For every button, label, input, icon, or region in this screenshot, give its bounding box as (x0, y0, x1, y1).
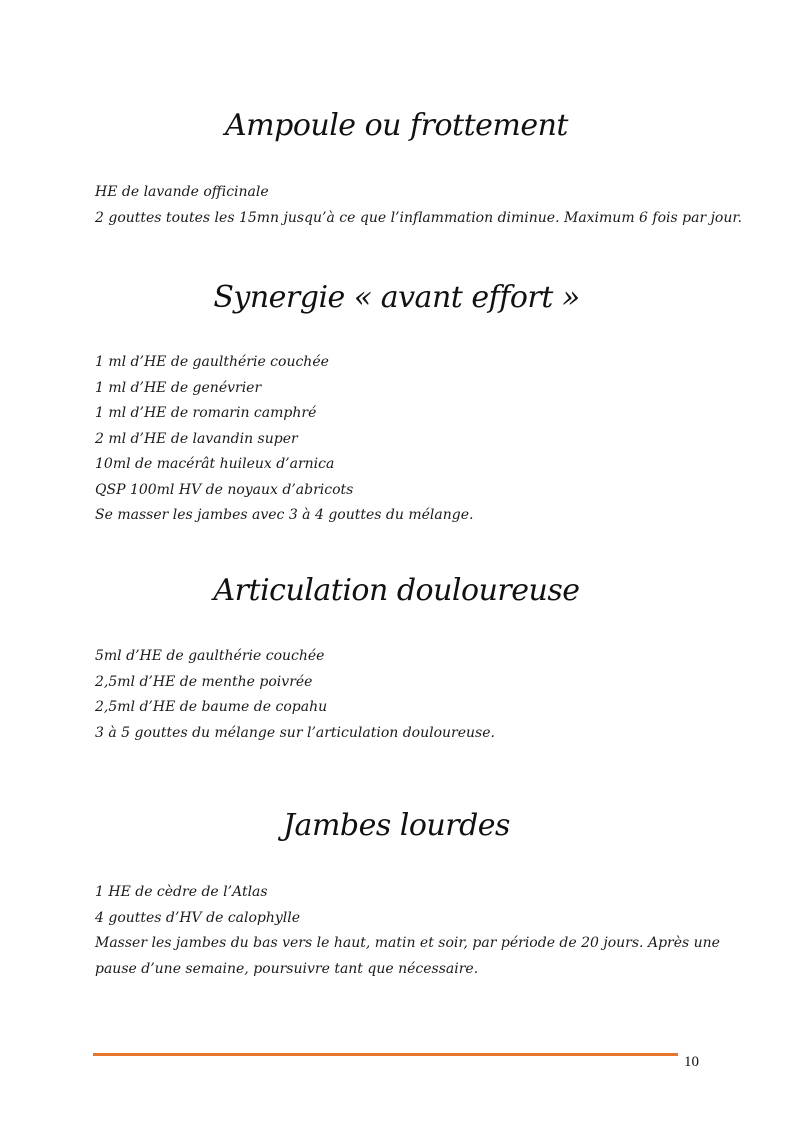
section-title-articulation: Articulation douloureuse (213, 573, 580, 608)
text-line: HE de lavande officinale (95, 184, 269, 200)
text-line: 3 à 5 gouttes du mélange sur l’articulation douloureuse. (95, 724, 495, 741)
text-line: 1 ml d’HE de romarin camphré (95, 405, 317, 421)
section-body-articulation (95, 644, 715, 746)
text-line: 5ml d’HE de gaulthérie couchée (95, 648, 325, 664)
footer-rule (93, 1053, 678, 1056)
text-line: 10ml de macérât huileux d’arnica (95, 456, 335, 472)
section-title-ampoule: Ampoule ou frottement (225, 108, 568, 143)
text-line: 2 gouttes toutes les 15mn jusqu’à ce que l’inflammation diminue. Maximum 6 fois par jour. (95, 209, 742, 226)
text-line: Masser les jambes du bas vers le haut, matin et soir, par période de 20 jours. Après une (95, 935, 720, 951)
text-line: 4 gouttes d’HV de calophylle (95, 909, 301, 926)
text-line: 2,5ml d’HE de baume de copahu (95, 699, 328, 715)
section-body-synergie (95, 350, 715, 529)
text-line: 1 HE de cèdre de l’Atlas (95, 884, 268, 900)
section-title-synergie: Synergie « avant effort » (213, 280, 580, 315)
section-title-jambes: Jambes lourdes (283, 808, 510, 843)
text-line: 1 ml d’HE de gaulthérie couchée (95, 354, 329, 370)
section-body-jambes (95, 880, 720, 982)
text-line: 1 ml d’HE de genévrier (95, 379, 262, 396)
text-line: pause d’une semaine, poursuivre tant que nécessaire. (95, 960, 479, 977)
section-body-ampoule (95, 180, 742, 231)
text-line: 2 ml d’HE de lavandin super (95, 430, 298, 447)
text-line: Se masser les jambes avec 3 à 4 gouttes du mélange. (95, 507, 474, 523)
page-number: 10 (684, 1054, 699, 1070)
text-line: QSP 100ml HV de noyaux d’abricots (95, 481, 354, 498)
text-line: 2,5ml d’HE de menthe poivrée (95, 673, 313, 690)
